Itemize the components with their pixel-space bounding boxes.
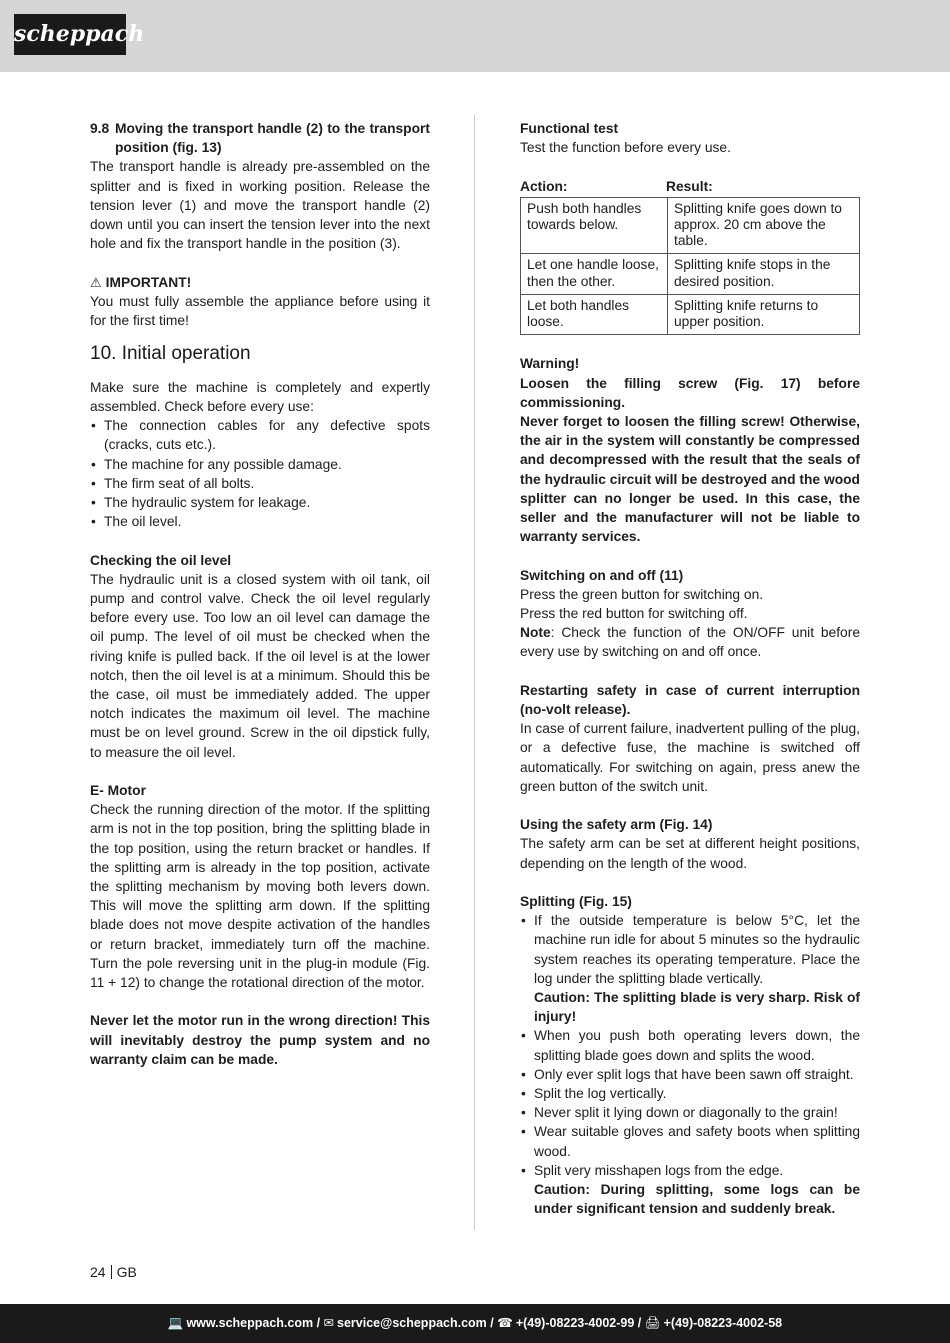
check-list bbox=[90, 416, 430, 531]
page-number bbox=[90, 1264, 137, 1280]
splitting-list bbox=[520, 911, 860, 1218]
list-item: • When you push both operating levers down, the splitting blade goes down and splits the wood. bbox=[520, 1026, 860, 1064]
action-label: Action: bbox=[520, 178, 568, 194]
important-label: IMPORTANT! bbox=[105, 274, 192, 290]
list-item: • The hydraulic system for leakage. bbox=[90, 493, 430, 512]
warning-line-2: Never forget to loosen the filling screw! Otherwise, the air in the system will constantly be compressed and decompressed with the result that the seals of the hydraulic circuit will be destroyed and the wood splitter can no longer be used. In this case, the seller and the manufacturer will not be liable to warranty services. bbox=[520, 414, 860, 545]
table-cell-action: Let both handles loose. bbox=[521, 294, 668, 334]
computer-icon: 💻 bbox=[167, 1316, 184, 1330]
section-10-intro: Make sure the machine is completely and expertly assembled. Check before every use: bbox=[90, 379, 430, 415]
section-9-8-body: The transport handle is already pre-assembled on the splitter and is fixed in working position. Release the tension lever (1) and move the transport handle (2) down until you can insert the tension lever into the next hole and fix the transport handle in the position (3). bbox=[90, 159, 430, 252]
section-number: 9.8 bbox=[90, 121, 110, 136]
safety-arm-heading: Using the safety arm (Fig. 14) bbox=[520, 817, 713, 833]
note-body: : Check the function of the ON/OFF unit before every use by switching on and off once. bbox=[520, 625, 860, 660]
warning-triangle-icon: ⚠ bbox=[90, 274, 102, 290]
motor-body: Check the running direction of the motor. If the splitting arm is not in the top position, bring the splitting blade in the top position, using the return bracket or handles. If the splitting arm is already in the top position, activate the splitting mechanism by moving both levers down. This will move the splitting arm down. If the splitting blade does not move despite activation of the handles or return bracket, immediately turn off the machine. Turn the pole reversing unit in the plug-in module (Fig. 11 + 12) to change the rotational direction of the motor. bbox=[90, 802, 430, 991]
note-label: Note bbox=[520, 625, 551, 641]
functional-test-heading: Functional test bbox=[520, 121, 619, 136]
splitting-heading: Splitting (Fig. 15) bbox=[520, 894, 632, 910]
email-link[interactable]: service@scheppach.com / bbox=[337, 1316, 494, 1330]
list-item: • Only ever split logs that have been sawn off straight. bbox=[520, 1065, 860, 1084]
list-item: • Split the log vertically. bbox=[520, 1084, 860, 1103]
list-item: • The firm seat of all bolts. bbox=[90, 474, 430, 493]
list-item bbox=[520, 911, 860, 1026]
list-item: • The connection cables for any defective spots (cracks, cuts etc.). bbox=[90, 416, 430, 454]
action-result-table bbox=[520, 197, 860, 335]
oil-body: The hydraulic unit is a closed system with oil tank, oil pump and control valve. Check the oil level regularly before every use. Too low an oil level can damage the oil pump. The level of oil must be checked when the riving knife is pulled back. If the oil level is at the lower notch, then the oil level is at a minimum. Should this be the case, oil must be immediately added. The upper notch indicates the maximum oil level. The machine must be on level ground. Screw in the oil dipstick fully, to measure the oil level. bbox=[90, 571, 430, 760]
phone-icon: ☎ bbox=[497, 1316, 513, 1330]
table-cell-action: Let one handle loose, then the other. bbox=[521, 254, 668, 294]
list-item-text: • Split very misshapen logs from the edge. bbox=[534, 1162, 784, 1178]
list-item: • Never split it lying down or diagonally to the grain! bbox=[520, 1103, 860, 1122]
list-item bbox=[520, 1161, 860, 1219]
table-row bbox=[521, 197, 860, 254]
brand-logo: scheppach bbox=[14, 14, 126, 55]
list-item: • Wear suitable gloves and safety boots when splitting wood. bbox=[520, 1122, 860, 1160]
list-item-caution: Caution: During splitting, some logs can be under significant tension and suddenly break. bbox=[534, 1182, 860, 1217]
right-column bbox=[520, 119, 860, 1218]
page-language: GB bbox=[116, 1264, 137, 1280]
list-item-caution: Caution: The splitting blade is very sharp. Risk of injury! bbox=[534, 990, 860, 1025]
table-cell-action: Push both handles towards below. bbox=[521, 197, 668, 254]
list-item: • The oil level. bbox=[90, 512, 430, 531]
header-bar bbox=[0, 0, 950, 72]
warning-label: Warning! bbox=[520, 356, 580, 372]
result-label: Result: bbox=[666, 178, 713, 194]
mail-icon: ✉ bbox=[323, 1316, 335, 1330]
table-row bbox=[521, 294, 860, 334]
important-body: You must fully assemble the appliance before using it for the first time! bbox=[90, 293, 430, 329]
restart-body: In case of current failure, inadvertent pulling of the plug, or a defective fuse, the machine is switched off automatically. For switching on again, press anew the green button of the switch unit. bbox=[520, 721, 860, 794]
switch-heading: Switching on and off (11) bbox=[520, 567, 684, 583]
column-divider bbox=[474, 115, 475, 1230]
page-separator bbox=[111, 1265, 112, 1279]
fax-number: +(49)-08223-4002-58 bbox=[663, 1316, 783, 1330]
page-number-value: 24 bbox=[90, 1264, 106, 1280]
left-column bbox=[90, 119, 430, 1069]
switch-note bbox=[520, 623, 860, 661]
contact-bar bbox=[0, 1304, 950, 1343]
warning-line-1: Loosen the filling screw (Fig. 17) before commissioning. bbox=[520, 375, 860, 410]
safety-arm-body: The safety arm can be set at different height positions, depending on the length of the wood. bbox=[520, 836, 860, 871]
motor-warning: Never let the motor run in the wrong direction! This will inevitably destroy the pump system and no warranty claim can be made. bbox=[90, 1013, 430, 1067]
table-cell-result: Splitting knife returns to upper position. bbox=[668, 294, 860, 334]
section-10-title: 10. Initial operation bbox=[90, 342, 251, 364]
list-item-text: • If the outside temperature is below 5°C, let the machine run idle for about 5 minutes so the hydraulic system reaches its operating temperature. Place the log under the splitting blade vertically. bbox=[534, 913, 860, 986]
restart-heading: Restarting safety in case of current interruption (no-volt release). bbox=[520, 682, 860, 718]
switch-line-1: Press the green button for switching on. bbox=[520, 586, 764, 602]
table-header bbox=[520, 177, 860, 196]
switch-line-2: Press the red button for switching off. bbox=[520, 606, 748, 622]
motor-heading: E- Motor bbox=[90, 783, 146, 799]
website-link[interactable]: www.scheppach.com / bbox=[186, 1316, 321, 1330]
fax-icon: 🖨 bbox=[644, 1316, 661, 1330]
section-title: Moving the transport handle (2) to the transport position (fig. 13) bbox=[115, 121, 430, 156]
table-row bbox=[521, 254, 860, 294]
important-heading bbox=[90, 273, 430, 292]
table-cell-result: Splitting knife stops in the desired position. bbox=[668, 254, 860, 294]
oil-heading: Checking the oil level bbox=[90, 552, 232, 568]
list-item: • The machine for any possible damage. bbox=[90, 455, 430, 474]
functional-test-body: Test the function before every use. bbox=[520, 140, 731, 156]
section-9-8-heading bbox=[90, 119, 430, 157]
table-cell-result: Splitting knife goes down to approx. 20 cm above the table. bbox=[668, 197, 860, 254]
phone-number: +(49)-08223-4002-99 / bbox=[515, 1316, 642, 1330]
